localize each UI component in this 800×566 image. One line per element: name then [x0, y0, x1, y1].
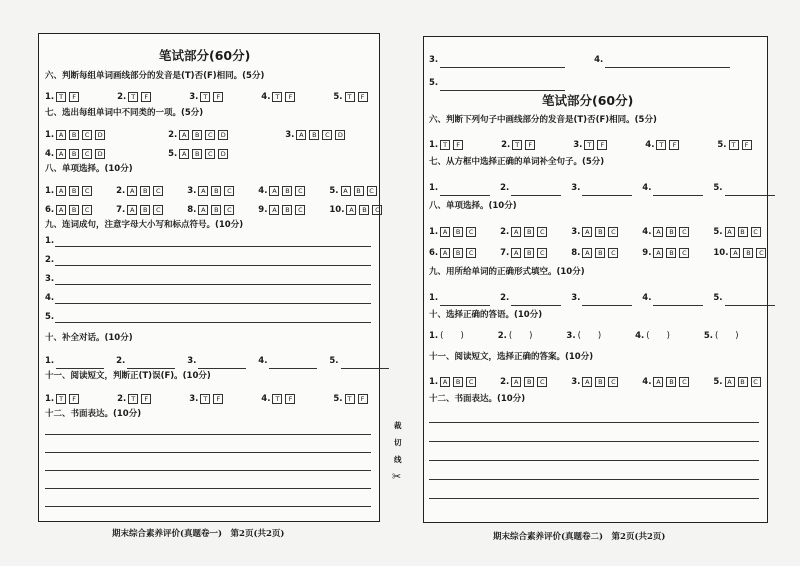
section-7-heading: 七、选出每组单词中不同类的一项。(5分) — [45, 108, 204, 118]
option-a[interactable]: A — [341, 186, 351, 196]
option-b[interactable]: B — [211, 186, 221, 196]
option-a[interactable]: A — [653, 227, 663, 237]
writing-line[interactable] — [45, 470, 371, 471]
option-c[interactable]: C — [224, 186, 234, 196]
option-b[interactable]: B — [453, 227, 463, 237]
option-c[interactable]: C — [751, 377, 761, 387]
option-t[interactable]: T — [512, 140, 522, 150]
option-b[interactable]: B — [666, 248, 676, 258]
option-c[interactable]: C — [205, 149, 215, 159]
option-b[interactable]: B — [595, 248, 605, 258]
option-t[interactable]: T — [128, 92, 138, 102]
option-f[interactable]: F — [69, 394, 79, 404]
option-c[interactable]: C — [295, 186, 305, 196]
right-answer-sheet — [423, 36, 768, 523]
section-6-heading: 六、判断下列句子中画线部分的发音是(T)否(F)相同。(5分) — [429, 115, 657, 125]
section-10-answers: 1. 2. 3. 4. 5. — [45, 350, 389, 369]
option-t[interactable]: T — [272, 92, 282, 102]
option-b[interactable]: B — [140, 186, 150, 196]
section-9-heading: 九、连词成句，注意字母大小写和标点符号。(10分) — [45, 220, 244, 230]
blank[interactable] — [605, 59, 730, 68]
option-c[interactable]: C — [367, 186, 377, 196]
option-t[interactable]: T — [345, 92, 355, 102]
option-c[interactable]: C — [372, 205, 382, 215]
option-f[interactable]: F — [669, 140, 679, 150]
option-c[interactable]: C — [608, 377, 618, 387]
footer-right: 期末综合素养评价(真题卷二) 第2页(共2页) — [493, 532, 666, 542]
option-t[interactable]: T — [56, 394, 66, 404]
option-f[interactable]: F — [141, 92, 151, 102]
section-8-answers-row2: 6. A B C 7. A B C 8. A B C 9. A B C 10. A B C — [429, 242, 769, 261]
option-b[interactable]: B — [211, 205, 221, 215]
option-c[interactable]: C — [82, 205, 92, 215]
option-f[interactable]: F — [141, 394, 151, 404]
section-7-answers-row2: 4. A B C D 5. A B C D — [45, 143, 231, 162]
option-a[interactable]: A — [725, 377, 735, 387]
option-f[interactable]: F — [213, 394, 223, 404]
option-a[interactable]: A — [127, 205, 137, 215]
section-7-answers-row1: 1. A B C D 2. A B C D 3. A B C D — [45, 124, 348, 143]
section-12-heading: 十二、书面表达。(10分) — [45, 409, 142, 419]
option-c[interactable]: C — [466, 227, 476, 237]
option-a[interactable]: A — [511, 377, 521, 387]
option-t[interactable]: T — [729, 140, 739, 150]
option-b[interactable]: B — [69, 186, 79, 196]
option-a[interactable]: A — [269, 186, 279, 196]
writing-line[interactable] — [429, 479, 759, 480]
footer-left: 期末综合素养评价(真题卷一) 第2页(共2页) — [112, 529, 285, 539]
answer-line[interactable] — [55, 265, 371, 266]
option-b[interactable]: B — [738, 377, 748, 387]
section-6-heading: 六、判断每组单词画线部分的发音是(T)否(F)相同。(5分) — [45, 71, 265, 81]
option-a[interactable]: A — [582, 248, 592, 258]
answer-line[interactable] — [55, 303, 371, 304]
blank[interactable] — [127, 360, 175, 369]
option-c[interactable]: C — [608, 248, 618, 258]
option-c[interactable]: C — [322, 130, 332, 140]
option-a[interactable]: A — [56, 205, 66, 215]
option-d[interactable]: D — [218, 149, 228, 159]
answer-paren[interactable]: ( ) — [714, 331, 739, 341]
option-a[interactable]: A — [56, 130, 66, 140]
option-f[interactable]: F — [453, 140, 463, 150]
section-11-heading: 十一、阅读短文，判断正(T)误(F)。(10分) — [45, 371, 211, 381]
option-t[interactable]: T — [128, 394, 138, 404]
option-c[interactable]: C — [537, 248, 547, 258]
section-7-answers: 1. 2. 3. 4. 5. — [429, 177, 775, 196]
option-a[interactable]: A — [730, 248, 740, 258]
option-c[interactable]: C — [608, 227, 618, 237]
option-b[interactable]: B — [192, 130, 202, 140]
option-c[interactable]: C — [82, 186, 92, 196]
option-c[interactable]: C — [295, 205, 305, 215]
blank[interactable] — [440, 59, 565, 68]
option-a[interactable]: A — [582, 227, 592, 237]
section-11-answers: 1. T F 2. T F 3. T F 4. T F 5. T F — [45, 388, 371, 407]
blank[interactable] — [582, 297, 632, 306]
line-number: 3. — [45, 274, 55, 284]
option-a[interactable]: A — [296, 130, 306, 140]
option-a[interactable]: A — [198, 186, 208, 196]
option-b[interactable]: B — [524, 377, 534, 387]
blank[interactable] — [511, 297, 561, 306]
section-10-heading: 十、补全对话。(10分) — [45, 333, 133, 343]
option-b[interactable]: B — [69, 130, 79, 140]
option-b[interactable]: B — [453, 377, 463, 387]
section-5-continued-row2: 5. — [429, 72, 565, 91]
option-b[interactable]: B — [282, 186, 292, 196]
answer-paren[interactable]: ( ) — [646, 331, 670, 341]
option-b[interactable]: B — [743, 248, 753, 258]
blank[interactable] — [725, 297, 775, 306]
cut-line-char: 裁 — [394, 421, 402, 430]
blank[interactable] — [341, 360, 389, 369]
option-b[interactable]: B — [595, 227, 605, 237]
section-7-heading: 七、从方框中选择正确的单词补全句子。(5分) — [429, 157, 605, 167]
section-8-answers-row1: 1. A B C 2. A B C 3. A B C 4. A B C 5. A B C — [429, 221, 764, 240]
option-a[interactable]: A — [440, 227, 450, 237]
option-f[interactable]: F — [358, 394, 368, 404]
option-f[interactable]: F — [69, 92, 79, 102]
answer-paren[interactable]: ( ) — [440, 331, 464, 341]
blank[interactable] — [725, 187, 775, 196]
left-answer-sheet — [38, 33, 380, 522]
line-number: 5. — [45, 312, 55, 322]
section-6-answers: 1. T F 2. T F 3. T F 4. T F 5. T F — [429, 134, 755, 153]
blank[interactable] — [653, 187, 703, 196]
option-b[interactable]: B — [453, 248, 463, 258]
section-11-heading: 十一、阅读短文，选择正确的答案。(10分) — [429, 352, 594, 362]
option-f[interactable]: F — [597, 140, 607, 150]
written-section-title: 笔试部分(60分) — [542, 93, 634, 108]
option-f[interactable]: F — [285, 92, 295, 102]
section-6-answers: 1. T F 2. T F 3. T F 4. T F 5. T F — [45, 86, 371, 105]
option-a[interactable]: A — [179, 130, 189, 140]
cut-line-char: 线 — [394, 455, 402, 464]
scissors-icon: ✂ — [392, 470, 402, 483]
writing-line[interactable] — [45, 506, 371, 507]
option-b[interactable]: B — [140, 205, 150, 215]
option-a[interactable]: A — [653, 248, 663, 258]
writing-line[interactable] — [45, 488, 371, 489]
answer-line[interactable] — [55, 246, 371, 247]
answer-paren[interactable]: ( ) — [508, 331, 533, 341]
option-a[interactable]: A — [440, 248, 450, 258]
section-10-answers: 1. ( ) 2. ( ) 3. ( ) 4. ( ) 5. ( ) — [429, 329, 741, 341]
option-b[interactable]: B — [524, 248, 534, 258]
option-d[interactable]: D — [335, 130, 345, 140]
line-number: 4. — [45, 293, 55, 303]
section-8-answers-row2: 6. A B C 7. A B C 8. A B C 9. A B C 10. A B C — [45, 199, 385, 218]
option-c[interactable]: C — [82, 149, 92, 159]
option-f[interactable]: F — [358, 92, 368, 102]
option-b[interactable]: B — [666, 377, 676, 387]
option-c[interactable]: C — [679, 377, 689, 387]
writing-line[interactable] — [45, 452, 371, 453]
option-c[interactable]: C — [466, 377, 476, 387]
option-a[interactable]: A — [127, 186, 137, 196]
writing-line[interactable] — [429, 498, 759, 499]
section-9-heading: 九、用所给单词的正确形式填空。(10分) — [429, 267, 585, 277]
option-b[interactable]: B — [359, 205, 369, 215]
blank[interactable] — [269, 360, 317, 369]
option-b[interactable]: B — [69, 149, 79, 159]
option-a[interactable]: A — [440, 377, 450, 387]
option-b[interactable]: B — [192, 149, 202, 159]
section-5-continued-row1: 3. 4. — [429, 49, 730, 68]
option-b[interactable]: B — [524, 227, 534, 237]
option-a[interactable]: A — [653, 377, 663, 387]
option-a[interactable]: A — [511, 248, 521, 258]
option-c[interactable]: C — [205, 130, 215, 140]
option-c[interactable]: C — [224, 205, 234, 215]
option-t[interactable]: T — [584, 140, 594, 150]
section-11-answers: 1. A B C 2. A B C 3. A B C 4. A B C 5. A B C — [429, 371, 764, 390]
blank[interactable] — [440, 187, 490, 196]
option-t[interactable]: T — [200, 92, 210, 102]
line-number: 2. — [45, 255, 55, 265]
cut-line-char: 切 — [394, 438, 402, 447]
line-number: 1. — [45, 236, 55, 246]
option-t[interactable]: T — [656, 140, 666, 150]
answer-line[interactable] — [55, 322, 371, 323]
blank[interactable] — [56, 360, 104, 369]
option-a[interactable]: A — [511, 227, 521, 237]
section-12-heading: 十二、书面表达。(10分) — [429, 394, 526, 404]
written-section-title: 笔试部分(60分) — [159, 48, 251, 63]
option-c[interactable]: C — [153, 205, 163, 215]
blank[interactable] — [198, 360, 246, 369]
option-a[interactable]: A — [179, 149, 189, 159]
option-a[interactable]: A — [56, 149, 66, 159]
section-8-heading: 八、单项选择。(10分) — [45, 164, 133, 174]
blank[interactable] — [582, 187, 632, 196]
option-t[interactable]: T — [440, 140, 450, 150]
option-d[interactable]: D — [218, 130, 228, 140]
option-c[interactable]: C — [751, 227, 761, 237]
option-d[interactable]: D — [95, 130, 105, 140]
option-c[interactable]: C — [82, 130, 92, 140]
option-b[interactable]: B — [738, 227, 748, 237]
option-c[interactable]: C — [756, 248, 766, 258]
option-t[interactable]: T — [56, 92, 66, 102]
option-f[interactable]: F — [742, 140, 752, 150]
option-a[interactable]: A — [198, 205, 208, 215]
writing-line[interactable] — [429, 441, 759, 442]
option-c[interactable]: C — [537, 227, 547, 237]
option-c[interactable]: C — [679, 248, 689, 258]
option-a[interactable]: A — [582, 377, 592, 387]
section-9-answers: 1. 2. 3. 4. 5. — [429, 287, 775, 306]
option-f[interactable]: F — [525, 140, 535, 150]
option-a[interactable]: A — [725, 227, 735, 237]
blank[interactable] — [440, 297, 490, 306]
section-8-heading: 八、单项选择。(10分) — [429, 201, 517, 211]
blank[interactable] — [511, 187, 561, 196]
option-b[interactable]: B — [282, 205, 292, 215]
option-c[interactable]: C — [466, 248, 476, 258]
option-a[interactable]: A — [56, 186, 66, 196]
option-b[interactable]: B — [309, 130, 319, 140]
option-t[interactable]: T — [272, 394, 282, 404]
blank[interactable] — [440, 82, 565, 91]
option-f[interactable]: F — [213, 92, 223, 102]
section-10-heading: 十、选择正确的答语。(10分) — [429, 310, 543, 320]
answer-line[interactable] — [55, 284, 371, 285]
option-b[interactable]: B — [354, 186, 364, 196]
option-t[interactable]: T — [200, 394, 210, 404]
blank[interactable] — [653, 297, 703, 306]
option-b[interactable]: B — [666, 227, 676, 237]
option-b[interactable]: B — [595, 377, 605, 387]
writing-line[interactable] — [45, 434, 371, 435]
option-c[interactable]: C — [537, 377, 547, 387]
option-a[interactable]: A — [269, 205, 279, 215]
option-c[interactable]: C — [153, 186, 163, 196]
option-b[interactable]: B — [69, 205, 79, 215]
writing-line[interactable] — [429, 460, 759, 461]
option-d[interactable]: D — [95, 149, 105, 159]
option-t[interactable]: T — [345, 394, 355, 404]
option-c[interactable]: C — [679, 227, 689, 237]
writing-line[interactable] — [429, 422, 759, 423]
section-8-answers-row1: 1. A B C 2. A B C 3. A B C 4. A B C 5. A B C — [45, 180, 380, 199]
answer-paren[interactable]: ( ) — [577, 331, 602, 341]
option-f[interactable]: F — [285, 394, 295, 404]
option-a[interactable]: A — [346, 205, 356, 215]
